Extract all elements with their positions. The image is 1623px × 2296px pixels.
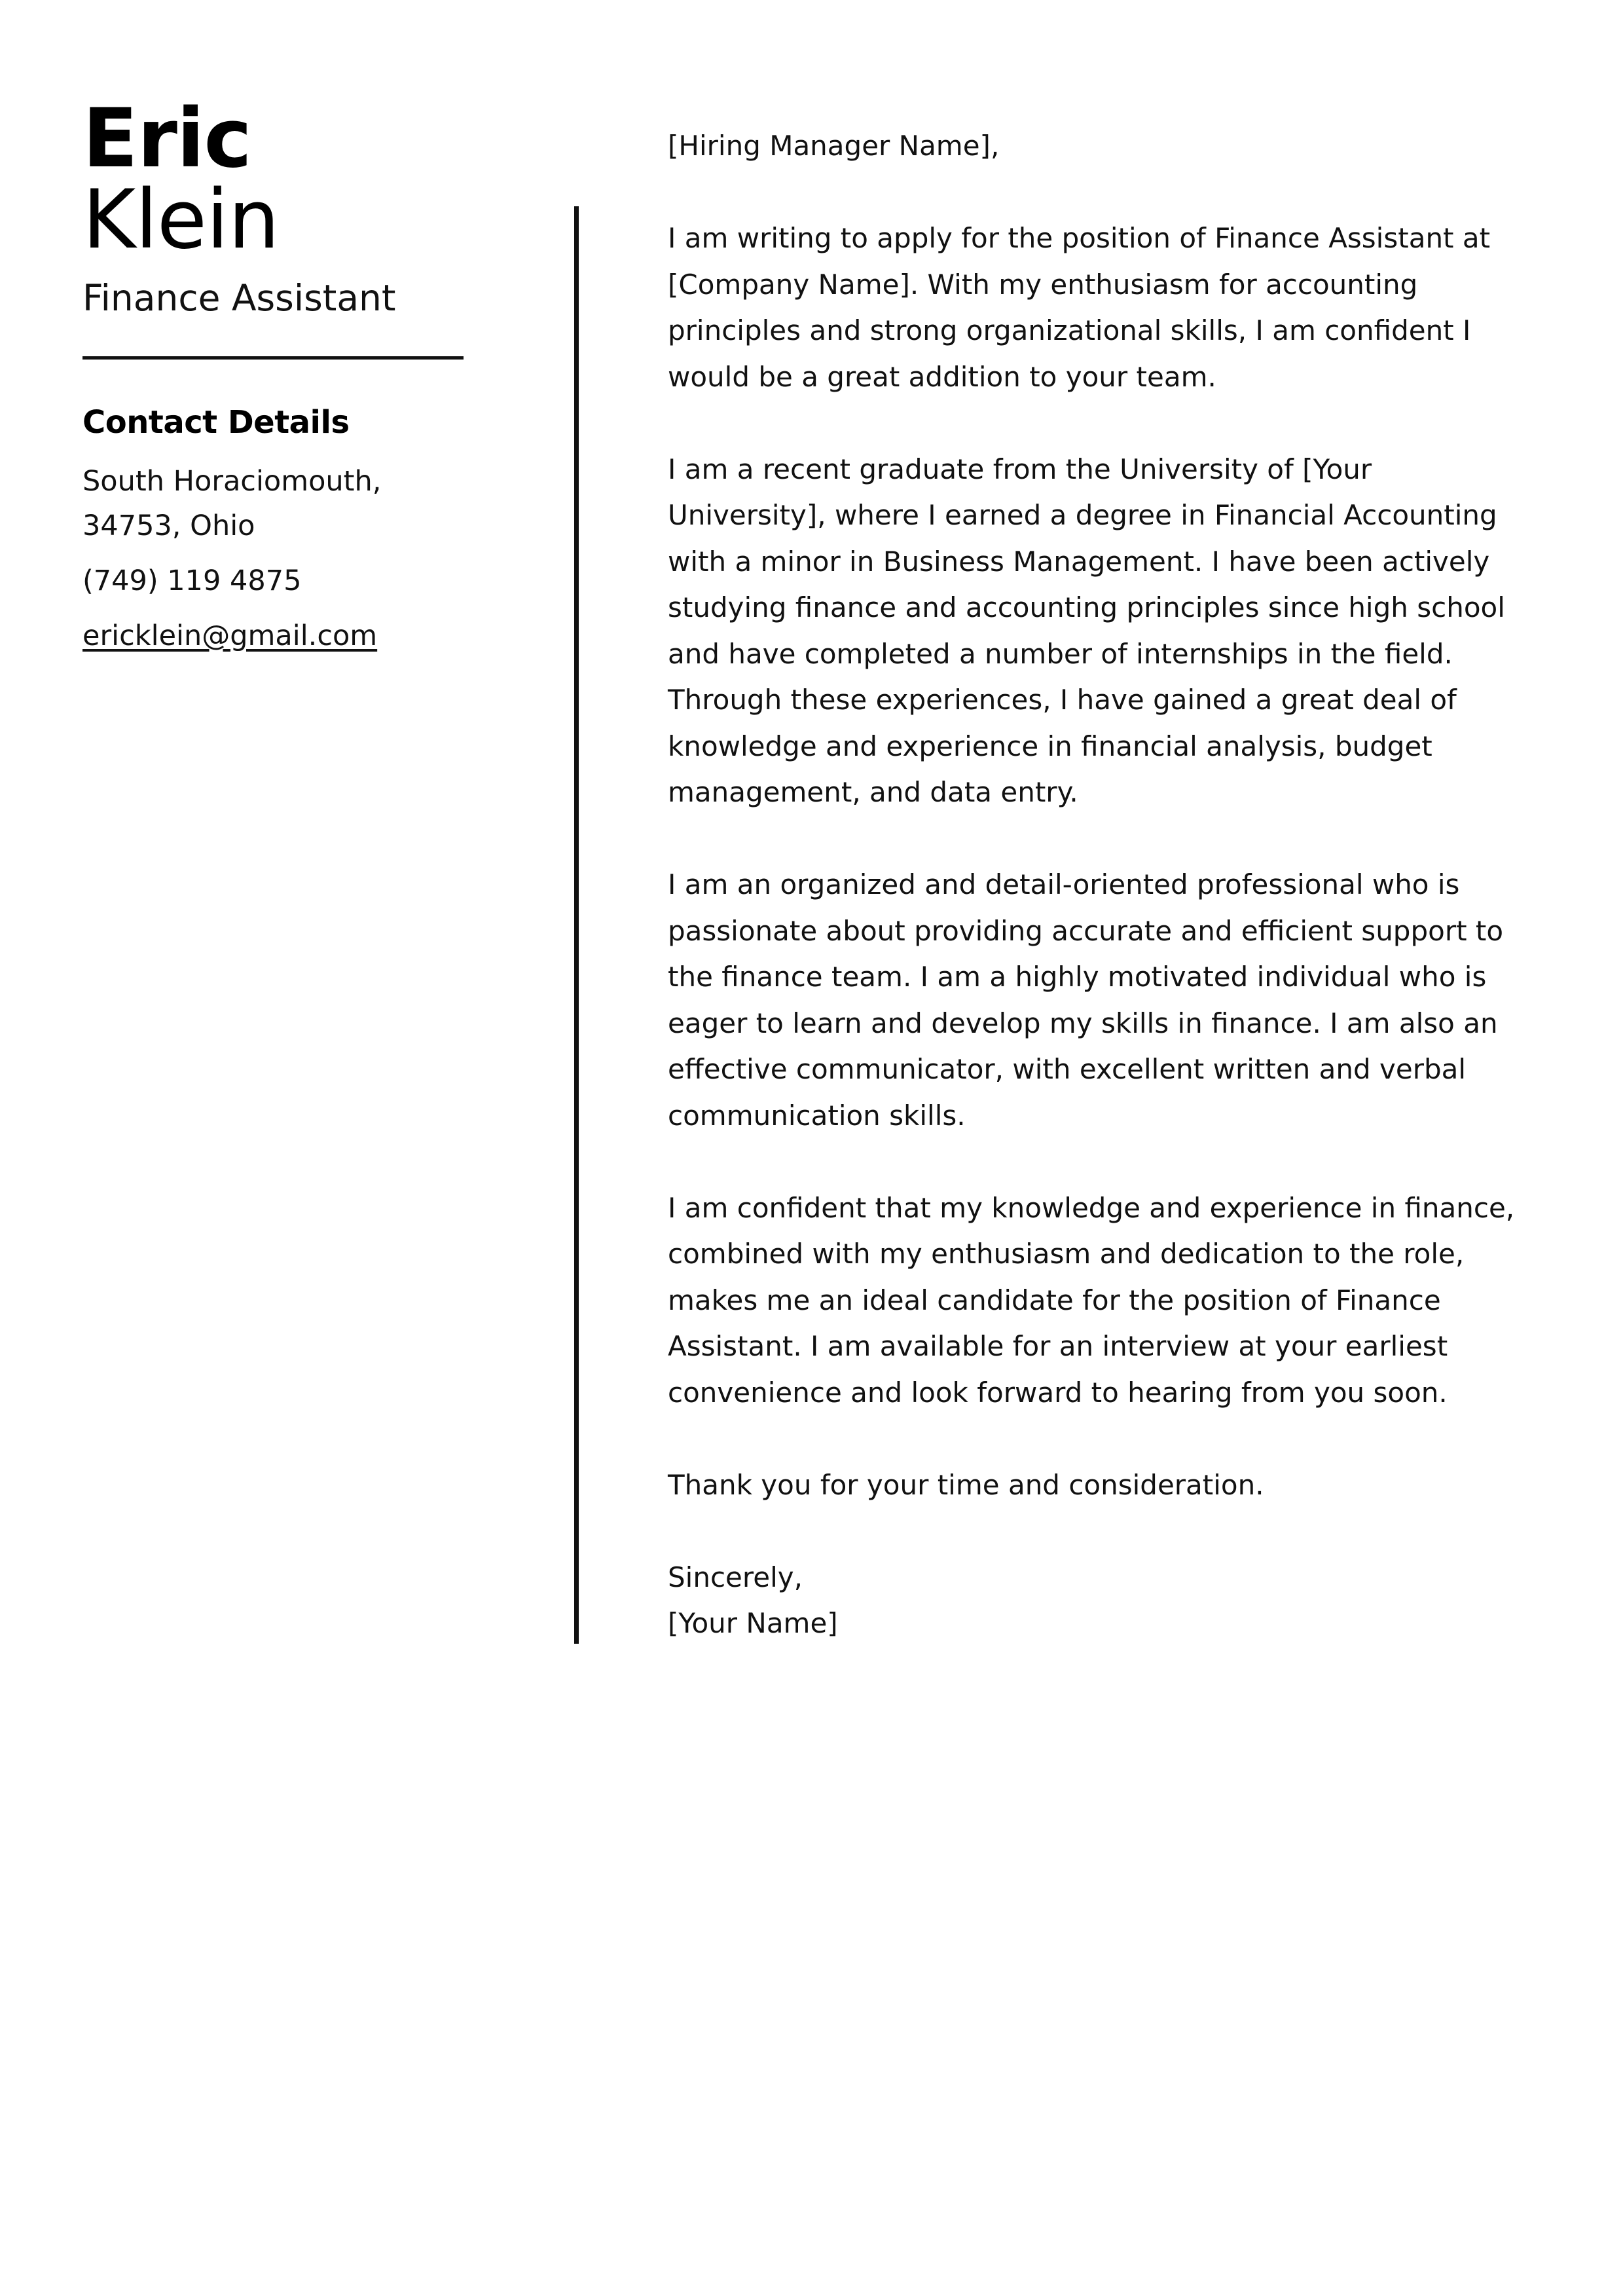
closing: Sincerely, — [668, 1561, 803, 1593]
vertical-divider — [574, 206, 579, 1644]
letter-paragraph: Thank you for your time and consideration. — [668, 1468, 1264, 1501]
letter-body — [668, 123, 1532, 1647]
contact-address — [82, 459, 501, 548]
letter-paragraph: I am confident that my knowledge and experience in finance, combined with my enthusiasm and dedication to the role, makes me an ideal candidate for the position of Finance Assistant. I am available for an interview at your earliest convenience and look forward to hearing from you soon. — [668, 1191, 1515, 1409]
candidate-name — [82, 92, 501, 267]
first-name: Eric — [82, 92, 251, 186]
address-line-1: South Horaciomouth, — [82, 465, 382, 498]
letter-paragraph: I am a recent graduate from the University of [Your University], where I earned a degree in Financial Accounting with a minor in Business Management. I have been actively studying finance and accounting principles since high school and have completed a number of internships in the field. Through these experiences, I have gained a great deal of knowledge and experience in financial analysis, budget management, and data entry. — [668, 453, 1505, 808]
last-name: Klein — [82, 173, 280, 267]
salutation: [Hiring Manager Name], — [668, 130, 1000, 162]
letter-paragraph: I am writing to apply for the position of Finance Assistant at [Company Name]. With my enthusiasm for accounting principles and strong organizational skills, I am confident I would be a great addition to your team. — [668, 222, 1491, 393]
contact-phone: (749) 119 4875 — [82, 565, 302, 597]
address-line-2: 34753, Ohio — [82, 509, 255, 542]
letter-paragraph: I am an organized and detail-oriented professional who is passionate about providing accurate and efficient support to the finance team. I am a highly motivated individual who is eager to learn and develop my skills in finance. I am also an effective communicator, with excellent written and verbal communication skills. — [668, 868, 1504, 1132]
contact-details-heading: Contact Details — [82, 404, 350, 441]
title-divider — [82, 356, 464, 360]
sidebar — [82, 92, 501, 658]
signature: [Your Name] — [668, 1607, 838, 1639]
contact-email-link[interactable]: ericklein@gmail.com — [82, 620, 378, 652]
job-title: Finance Assistant — [82, 277, 396, 319]
